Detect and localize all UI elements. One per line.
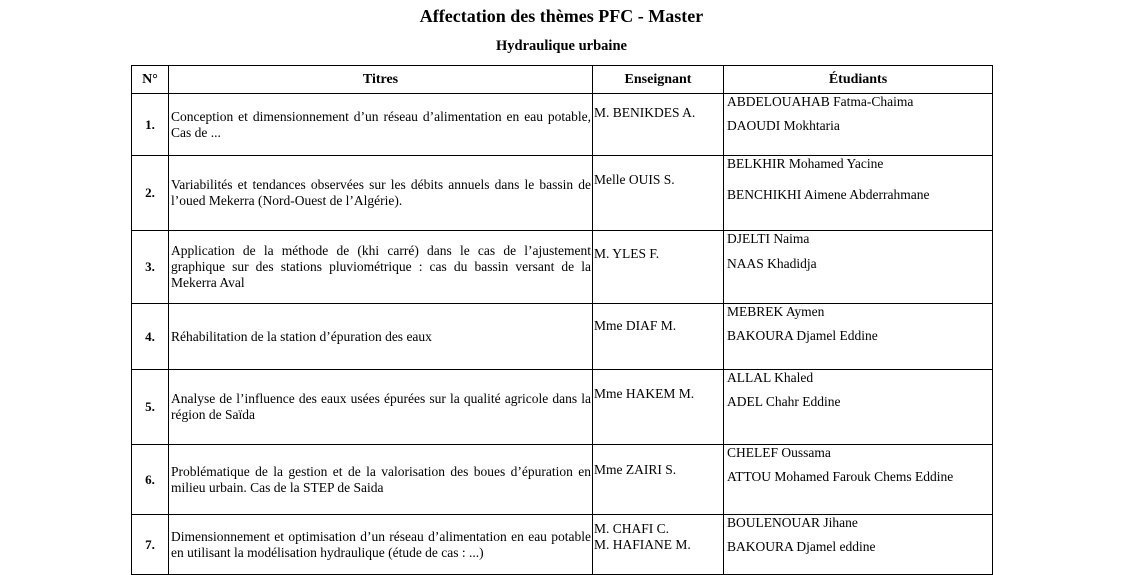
student-name: DJELTI Naima	[727, 231, 810, 246]
student-name: ALLAL Khaled	[727, 370, 814, 385]
assignment-table	[131, 65, 993, 575]
student-name: BELKHIR Mohamed Yacine	[727, 156, 884, 171]
table-row	[132, 304, 993, 370]
row-teacher	[593, 231, 724, 304]
student-name: ATTOU Mohamed Farouk Chems Eddine	[727, 469, 954, 484]
row-students	[724, 445, 993, 515]
row-title: Problématique de la gestion et de la valorisation des boues d’épuration en milieu urbain. Cas de la STEP de Saida	[169, 445, 593, 515]
student-name: NAAS Khadidja	[727, 256, 817, 271]
document-title: Affectation des thèmes PFC - Master	[419, 6, 704, 26]
row-title: Conception et dimensionnement d’un réseau d’alimentation en eau potable, Cas de ...	[169, 94, 593, 156]
row-title: Variabilités et tendances observées sur les débits annuels dans le bassin de l’oued Mekerra (Nord-Ouest de l’Algérie).	[169, 156, 593, 231]
teacher-name: M. CHAFI C.	[594, 521, 670, 536]
teacher-name: M. YLES F.	[594, 246, 660, 261]
row-number: 3.	[132, 231, 169, 304]
table-row	[132, 515, 993, 575]
row-teacher	[593, 515, 724, 575]
student-name: DAOUDI Mokhtaria	[727, 118, 840, 133]
header-teacher: Enseignant	[593, 66, 724, 94]
document-subtitle: Hydraulique urbaine	[496, 38, 627, 54]
teacher-name: M. BENIKDES A.	[594, 105, 696, 120]
table-row	[132, 445, 993, 515]
row-title: Réhabilitation de la station d’épuration des eaux	[169, 304, 593, 370]
row-teacher	[593, 94, 724, 156]
row-students	[724, 370, 993, 445]
teacher-name: M. HAFIANE M.	[594, 537, 691, 552]
row-title: Analyse de l’influence des eaux usées épurées sur la qualité agricole dans la région de Saïda	[169, 370, 593, 445]
row-title: Dimensionnement et optimisation d’un réseau d’alimentation en eau potable en utilisant la modélisation hydraulique (étude de cas : ...)	[169, 515, 593, 575]
teacher-name: Mme DIAF M.	[594, 318, 677, 333]
row-number: 7.	[132, 515, 169, 575]
header-number: N°	[132, 66, 169, 94]
row-teacher	[593, 445, 724, 515]
row-students	[724, 515, 993, 575]
student-name: BENCHIKHI Aimene Abderrahmane	[727, 187, 930, 202]
table-row	[132, 94, 993, 156]
table-row	[132, 156, 993, 231]
student-name: BOULENOUAR Jihane	[727, 515, 858, 530]
table-header-row	[132, 66, 993, 94]
teacher-name: Melle OUIS S.	[594, 172, 675, 187]
row-teacher	[593, 156, 724, 231]
row-students	[724, 94, 993, 156]
row-number: 2.	[132, 156, 169, 231]
row-number: 4.	[132, 304, 169, 370]
student-name: ABDELOUAHAB Fatma-Chaima	[727, 94, 914, 109]
table-row	[132, 231, 993, 304]
student-name: BAKOURA Djamel eddine	[727, 539, 876, 554]
student-name: BAKOURA Djamel Eddine	[727, 328, 878, 343]
table-row	[132, 370, 993, 445]
row-students	[724, 304, 993, 370]
student-name: MEBREK Aymen	[727, 304, 825, 319]
row-number: 6.	[132, 445, 169, 515]
row-teacher	[593, 304, 724, 370]
header-titles: Titres	[169, 66, 593, 94]
student-name: CHELEF Oussama	[727, 445, 831, 460]
row-title: Application de la méthode de (khi carré) dans le cas de l’ajustement graphique sur des stations pluviométrique : cas du bassin versant de la Mekerra Aval	[169, 231, 593, 304]
student-name: ADEL Chahr Eddine	[727, 394, 841, 409]
teacher-name: Mme ZAIRI S.	[594, 462, 677, 477]
header-students: Étudiants	[724, 66, 993, 94]
teacher-name: Mme HAKEM M.	[594, 386, 695, 401]
row-teacher	[593, 370, 724, 445]
row-students	[724, 231, 993, 304]
row-number: 1.	[132, 94, 169, 156]
row-students	[724, 156, 993, 231]
row-number: 5.	[132, 370, 169, 445]
